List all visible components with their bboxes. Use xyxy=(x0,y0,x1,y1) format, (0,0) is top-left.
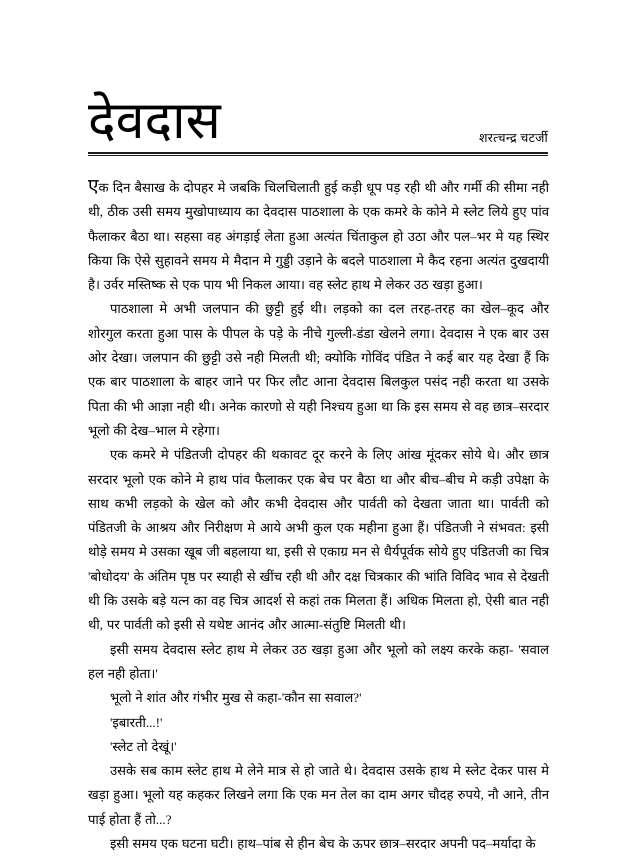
paragraph-text: एक कमरे मे पंडितजी दोपहर की थकावट दूर करने के लिए आंख मूंदकर सोये थे। और छात्र सरदार भूलो एक कोने मे हाथ पांव फैलाकर एक बेच पर बैठा था और बीच–बीच मे कड़ी उपेक्षा के साथ कभी लड़को के खेल को और कभी देवदास और पार्वती को देखता जाता था। पार्वती को पंडितजी के आश्रय और निरीक्षण मे आये अभी कुल एक महीना हुआ हैं। पंडितजी ने संभवत: इसी थोड़े समय मे उसका खूब जी बहलाया था, इसी से एकाग्र मन से धैर्यपूर्वक सोये हुए पंडितजी का चित्र 'बोधोदय' के अंतिम पृष्ठ पर स्याही से खींच रही थी और दक्ष चित्रकार की भांति विविद भाव से देखती थी कि उसके बड़े यत्न का वह चित्र आदर्श से कहां तक मिलता हैं। अधिक मिलता हो, ऐसी बात नही थी, पर पार्वती को इसी से यथेष्ट आनंद और आत्मा-संतुष्टि मिलती थी। xyxy=(88,447,549,633)
body-text xyxy=(88,176,549,856)
paragraph xyxy=(88,176,549,297)
paragraph xyxy=(88,297,549,443)
paragraph-text: 'इबारती...!' xyxy=(110,714,163,730)
page-title: देवदास xyxy=(88,93,221,150)
paragraph-text: उसके सब काम स्लेट हाथ मे लेने मात्र से हो जाते थे। देवदास उसके हाथ मे स्लेट देकर पास मे खड़ा हुआ। भूलो यह कहकर लिखने लगा कि एक मन तेल का दाम अगर चौदह रुपये, नौ आने, तीन पाई होता हैं तो...? xyxy=(88,763,549,827)
paragraph xyxy=(88,735,549,759)
header-divider xyxy=(88,152,548,157)
divider-thin-line xyxy=(88,155,548,156)
paragraph-text: क दिन बैसाख के दोपहर मे जबकि चिलचिलाती हुई कड़ी धूप पड़ रही थी और गर्मी की सीमा नही थी, ठीक उसी समय मुखोपाध्याय का देवदास पाठशाला के एक कमरे के कोने मे स्लेट लिये हुए पांव फैलाकर बैठा था। सहसा वह अंगड़ाई लेता हुआ अत्यंत चिंताकुल हो उठा और पल–भर मे यह स्थिर किया कि ऐसे सुहावने समय मे मैदान मे गुड्डी उड़ाने के बदले पाठशाला मे कैद रहना अत्यंत दुखदायी है। उर्वर मस्तिष्क से एक पाय भी निकल आया। वह स्लेट हाथ मे लेकर उठ खड़ा हुआ। xyxy=(88,180,549,293)
paragraph-text: इसी समय एक घटना घटी। हाथ–पांब से हीन बेच के ऊपर छात्र–सरदार अपनी पद–मर्यादा के xyxy=(110,836,536,852)
paragraph xyxy=(88,638,549,687)
paragraph xyxy=(88,832,549,856)
paragraph-text: 'स्लेट तो देखूं।' xyxy=(110,738,177,754)
paragraph xyxy=(88,686,549,710)
paragraph xyxy=(88,711,549,735)
drop-cap-initial: ए xyxy=(88,176,99,197)
masthead xyxy=(88,76,548,150)
paragraph xyxy=(88,443,549,637)
paragraph-text: भूलो ने शांत और गंभीर मुख से कहा-'कौन सा सवाल?' xyxy=(110,690,362,706)
paragraph xyxy=(88,759,549,832)
paragraph-text: इसी समय देवदास स्लेट हाथ मे लेकर उठ खड़ा हुआ और भूलो को लक्ष्य करके कहा- 'सवाल हल नही होता।' xyxy=(88,641,549,681)
author-name: शरत्चन्द्र चटर्जी xyxy=(478,130,548,145)
paragraph-text: पाठशाला मे अभी जलपान की छुट्टी हुई थी। लड़को का दल तरह-तरह का खेल–कूद और शोरगुल करता हुआ पास के पीपल के पड़े के नीचे गुल्ली-डंडा खेलने लगा। देवदास ने एक बार उस ओर देखा। जलपान की छुट्टी उसे नही मिलती थी; क्योकि गोविंद पंडित ने कई बार यह देखा हैं कि एक बार पाठशाला के बाहर जाने पर फिर लौट आना देवदास बिलकुल पसंद नही करता था उसके पिता की भी आज्ञा नही थी। अनेक कारणो से यही निश्चय हुआ था कि इस समय से वह छात्र–सरदार भूलो की देख–भाल मे रहेगा। xyxy=(88,301,549,438)
